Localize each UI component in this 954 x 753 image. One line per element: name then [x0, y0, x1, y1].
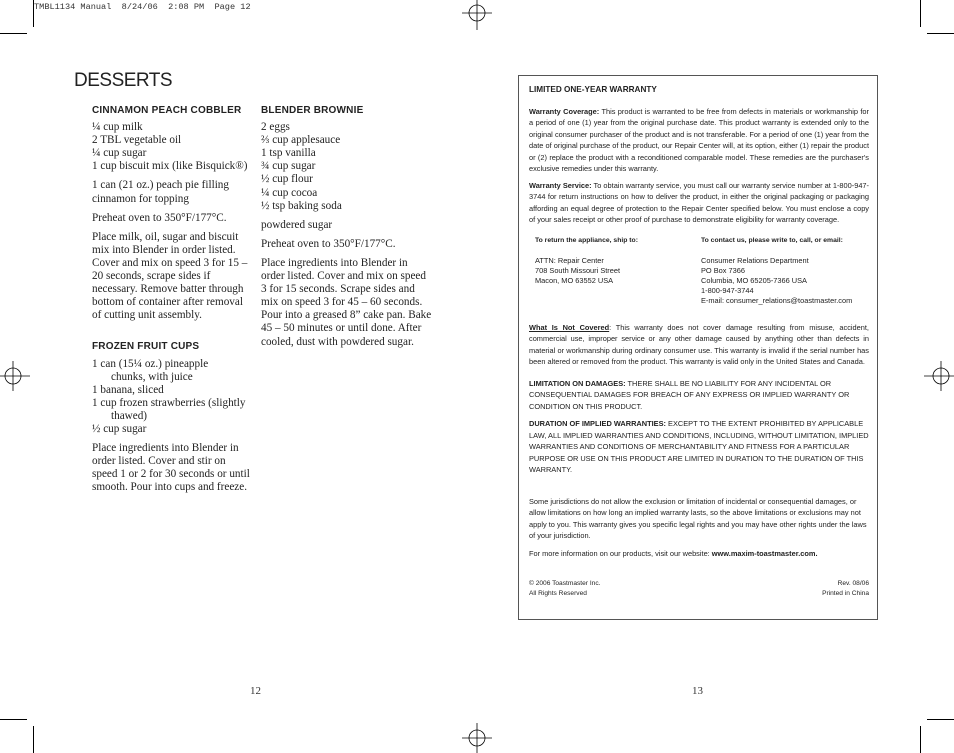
- ingredient: 1 tsp vanilla: [261, 147, 316, 160]
- page-number-right: 13: [692, 685, 703, 697]
- recipe-title-cobbler: CINNAMON PEACH COBBLER: [92, 105, 242, 116]
- contact-line: PO Box 7366: [701, 265, 745, 275]
- recipe-directions: Place milk, oil, sugar and biscuit mix into Blender in order listed. Cover and mix on speed 3 for 15 – 20 seconds, scrape sides if necessary. Remove batter through bottom of container after removal of cutting unit assembly.: [92, 230, 248, 322]
- registration-mark-bottom-icon: [462, 723, 492, 753]
- crop-mark-top-right-h: [927, 33, 954, 34]
- page-number-left: 12: [250, 685, 261, 697]
- recipe-column-left: [92, 104, 252, 494]
- warranty-box: [518, 75, 878, 620]
- return-line: ATTN: Repair Center: [535, 255, 604, 265]
- registration-mark-left-icon: [0, 361, 30, 391]
- copyright: © 2006 Toastmaster Inc.: [529, 580, 601, 587]
- ingredient: ⅔ cup applesauce: [261, 134, 341, 147]
- revision: Rev. 08/06: [837, 580, 869, 587]
- crop-mark-bottom-right-h: [927, 719, 954, 720]
- warranty-coverage: Warranty Coverage: This product is warranted to be free from defects in materials or workmanship for a period of one (1) year from the original purchase date. This product warranty is extended only to the original consumer purchaser of the product and is not transferable. For a period of one (1) year from the date of original purchase of the product, our Repair Center will, at its option, either (1) repair the product or (2) replace the product with a reconditioned comparable model. These remedies are the purchaser's exclusive remedies under this warranty.: [529, 106, 869, 173]
- contact-heading: To contact us, please write to, call, or email:: [701, 236, 843, 244]
- contact-line: Columbia, MO 65205-7366 USA: [701, 275, 807, 285]
- ingredient: 2 eggs: [261, 121, 290, 134]
- ingredient-continued: chunks, with juice: [111, 370, 193, 383]
- crop-mark-bottom-right-v: [920, 726, 921, 753]
- recipe-title-brownie: BLENDER BROWNIE: [261, 105, 364, 116]
- recipe-column-right: [261, 104, 433, 349]
- preheat-instruction: Preheat oven to 350°F/177°C.: [92, 211, 227, 224]
- printed-in: Printed in China: [822, 590, 869, 597]
- ingredient: 1 cup biscuit mix (like Bisquick®): [92, 160, 248, 173]
- contact-email: E-mail: consumer_relations@toastmaster.com: [701, 295, 853, 305]
- ingredient-extra: powdered sugar: [261, 218, 333, 231]
- recipe-title-fruit-cups: FROZEN FRUIT CUPS: [92, 341, 200, 353]
- ingredient: ½ cup sugar: [92, 422, 147, 435]
- page-title: DESSERTS: [74, 70, 173, 91]
- ingredient: ½ tsp baking soda: [261, 199, 342, 212]
- crop-mark-top-left-v: [33, 0, 34, 27]
- website-link[interactable]: www.maxim-toastmaster.com.: [711, 548, 818, 558]
- jurisdictions-note: Some jurisdictions do not allow the exclusion or limitation of incidental or consequential damages, or allow limitations on how long an implied warranty lasts, so the above limitations or exclusions may not apply to you. This warranty gives you specific legal rights and you may have other rights under the laws of your jurisdiction.: [529, 496, 867, 540]
- warranty-title: LIMITED ONE-YEAR WARRANTY: [529, 85, 657, 94]
- limitation-on-damages: LIMITATION ON DAMAGES: THERE SHALL BE NO LIABILITY FOR ANY INCIDENTAL OR CONSEQUENTIAL DAMAGES FOR BREACH OF ANY EXPRESS OR IMPLIED WARRANTY OR CONDITION ON THIS PRODUCT.: [529, 378, 850, 411]
- ingredient: ¼ cup cocoa: [261, 186, 318, 199]
- return-line: Macon, MO 63552 USA: [535, 275, 614, 285]
- registration-mark-top-icon: [462, 0, 492, 30]
- ingredient: 1 banana, sliced: [92, 383, 164, 396]
- contact-line: 1-800-947-3744: [701, 285, 754, 295]
- ingredient-extra: 1 can (21 oz.) peach pie filling cinnamon for topping: [92, 179, 229, 205]
- more-info: For more information on our products, visit our website: www.maxim-toastmaster.com.: [529, 548, 818, 558]
- contact-line: Consumer Relations Department: [701, 255, 809, 265]
- ingredient: 1 can (15¼ oz.) pineapple: [92, 357, 209, 370]
- crop-mark-bottom-left-h: [0, 719, 27, 720]
- preheat-instruction: Preheat oven to 350°F/177°C.: [261, 237, 396, 250]
- registration-mark-right-icon: [924, 361, 954, 391]
- ingredient: ¾ cup sugar: [261, 160, 316, 173]
- printer-slug: TMBL1134 Manual 8/24/06 2:08 PM Page 12: [34, 2, 251, 12]
- ingredient: ½ cup flour: [261, 173, 313, 186]
- recipe-directions: Place ingredients into Blender in order listed. Cover and stir on speed 1 or 2 for 30 seconds or until smooth. Pour into cups and freeze.: [92, 442, 250, 494]
- return-line: 708 South Missouri Street: [535, 265, 621, 275]
- warranty-footer: [529, 579, 869, 599]
- crop-mark-bottom-left-v: [33, 726, 34, 753]
- return-heading: To return the appliance, ship to:: [535, 236, 638, 244]
- ingredient: 1 cup frozen strawberries (slightly: [92, 396, 246, 409]
- ingredient-continued: thawed): [111, 409, 148, 422]
- crop-mark-top-right-v: [920, 0, 921, 27]
- ingredient: ¼ cup milk: [92, 121, 143, 134]
- ingredient: ¼ cup sugar: [92, 147, 147, 160]
- recipe-directions: Place ingredients into Blender in order listed. Cover and mix on speed 3 for 15 seconds. Scrape sides and mix on speed 3 for 45 – 60 seconds. Pour into a greased 8” cake pan. Bake 45 – 50 minutes or until done. After cooled, dust with powdered sugar.: [261, 256, 432, 348]
- not-covered: What Is Not Covered: This warranty does not cover damage resulting from misuse, accident, commercial use, improper service or any other damage caused by anything other than defects in material or workmanship during ordinary consumer use. This warranty is invalid if the serial number has been altered or removed from the product. This warranty is valid only in the United States and Canada.: [529, 322, 869, 366]
- address-block: [529, 236, 869, 306]
- warranty-service: Warranty Service: To obtain warranty service, you must call our warranty service number at 1-800-947-3744 for return instructions on how to deliver the product, in either the original packaging or packaging affording an equal degree of protection to the Repair Center specified below. You must enclose a copy of your sales receipt or other proof of purchase to demonstrate eligibility for warranty coverage.: [529, 180, 870, 224]
- ingredient: 2 TBL vegetable oil: [92, 134, 182, 147]
- crop-mark-top-left-h: [0, 33, 27, 34]
- rights-reserved: All Rights Reserved: [529, 590, 587, 597]
- duration-of-warranties: DURATION OF IMPLIED WARRANTIES: EXCEPT TO THE EXTENT PROHIBITED BY APPLICABLE LAW, ALL IMPLIED WARRANTIES AND CONDITIONS, INCLUDING, WITHOUT LIMITATION, IMPLIED WARRANTIES AND CONDITIONS OF MERCHANTABILITY AND FITNESS FOR A PARTICULAR PURPOSE OR USE ON THIS PRODUCT ARE LIMITED IN DURATION TO THE DURATION OF THIS WARRANTY.: [529, 419, 869, 474]
